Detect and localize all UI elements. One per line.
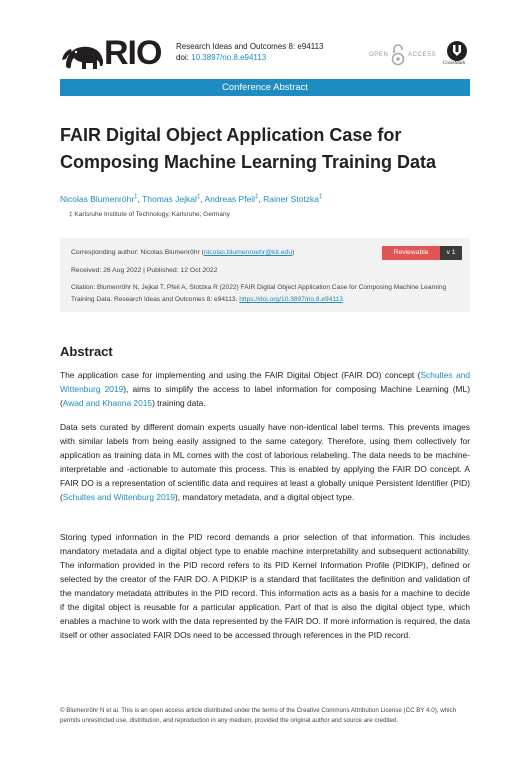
reference-link[interactable]: Schultes and Wittenburg 2019 <box>62 492 176 502</box>
access-label: ACCESS <box>408 52 437 58</box>
affiliation-mark: ‡ <box>196 194 201 201</box>
author-link[interactable]: Andreas Pfeil <box>204 194 256 204</box>
crossmark-badge[interactable] <box>444 40 470 70</box>
abstract-paragraph-2 <box>60 420 470 504</box>
reference-link[interactable]: Schultes and Wittenburg 2019 <box>60 370 470 394</box>
article-type-banner: Conference Abstract <box>60 79 470 96</box>
text: ), mandatory metadata, and a digital object type. <box>175 492 355 502</box>
affiliation: ‡ Karlsruhe Institute of Technology, Karlsruhe, Germany <box>69 211 230 218</box>
reviewable-badge[interactable]: Reviewable <box>382 246 440 260</box>
abstract-paragraph-1 <box>60 368 470 410</box>
article-info-box <box>60 238 470 312</box>
text: ) training data. <box>152 398 206 408</box>
author-link[interactable]: Nicolas Blumenröhr <box>60 194 135 204</box>
author-link[interactable]: Rainer Stotzka <box>263 194 319 204</box>
open-label: OPEN <box>369 52 389 58</box>
corr-suffix: ) <box>292 249 295 256</box>
corr-prefix: Corresponding author: Nicolas Blumenröhr ( <box>71 249 204 256</box>
text: Data sets curated by different domain experts usually have non-identical label terms. This prevents images with similar labels from being easily assigned to the same category. Therefore, using them collectively for application as training data in ML comes with the cost of laborious relabeling. The data needs to be machine-interpretable and -actionable to automate this process. This is enabled by applying the FAIR DO concept. A FAIR DO is a representation of scientific data and requires at least a globally unique Persistent Identifier (PID) ( <box>60 422 470 502</box>
doi-label: doi: <box>176 53 189 62</box>
affiliation-mark: ‡ <box>134 194 138 201</box>
doi-line <box>176 53 266 62</box>
article-dates: Received: 26 Aug 2022 | Published: 12 Oct 2022 <box>71 267 218 274</box>
corresponding-author <box>71 249 294 256</box>
doi-link[interactable]: 10.3897/rio.8.e94113 <box>191 53 267 62</box>
citation-text: Citation: Blumenröhr N, Jejkal T, Pfeil A, Stotzka R (2022) FAIR Digital Object Application Case for Composing Machine Learning Training Data. Research Ideas and Outcomes 8: e94113. <box>71 284 447 303</box>
rio-logo[interactable] <box>60 34 170 72</box>
citation-doi-link[interactable]: https://doi.org/10.3897/rio.8.e94113 <box>239 296 343 303</box>
reference-link[interactable]: Awad and Khanna 2015 <box>62 398 153 408</box>
author-email-link[interactable]: nicolas.blumenroehr@kit.edu <box>203 249 293 256</box>
open-access-lock-icon <box>391 44 405 66</box>
version-badge[interactable]: v 1 <box>440 246 462 260</box>
abstract-heading: Abstract <box>60 344 113 359</box>
license-footer: © Blumenröhr N et al. This is an open access article distributed under the terms of the Creative Commons Attribution License (CC BY 4.0), which permits unrestricted use, distribution, and reproduction in any medium, provided the original author and source are credited. <box>60 707 457 724</box>
affiliation-mark: ‡ <box>318 194 323 201</box>
logo-wordmark: RIO <box>104 34 162 72</box>
affiliation-mark: ‡ <box>255 194 259 201</box>
abstract-paragraph-3: Storing typed information in the PID record demands a prior selection of that information. This includes mandatory metadata and a digital object type to enable machine interpretability and subsequent actionability. The information provided in the PID record refers to its PID Kernel Information Profile (PIDKIP), defined or selected by the creator of the FAIR DO. A PIDKIP is a standard that facilitates the definition and validation of the mandatory metadata attributes in the PID record. This information acts as a basis for a machine to decide if the digital object is reusable for a particular application. Part of that is also the digital object type, which enables a machine to work with the data represented by the FAIR DO. If more information is required, the data itself or other associated FAIR DOs need to be accessed through references in the PID record. <box>60 532 470 640</box>
journal-citation: Research Ideas and Outcomes 8: e94113 <box>176 42 324 51</box>
article-title: FAIR Digital Object Application Case for Composing Machine Learning Training Data <box>60 125 437 172</box>
journal-header <box>60 34 470 72</box>
author-link[interactable]: Thomas Jejkal <box>142 194 197 204</box>
text: ), aims to simplify the access to label information for composing Machine Learning (ML) ( <box>60 384 470 408</box>
elephant-icon <box>60 38 106 72</box>
open-access-badge <box>369 44 437 68</box>
text: The application case for implementing and using the FAIR Digital Object (FAIR DO) concept ( <box>60 370 421 380</box>
citation <box>71 282 466 306</box>
crossmark-label: CrossMark <box>443 61 466 66</box>
crossmark-icon <box>444 40 470 62</box>
author-list: Nicolas Blumenröhr‡, Thomas Jejkal‡, Andreas Pfeil‡, Rainer Stotzka‡ <box>60 194 323 204</box>
